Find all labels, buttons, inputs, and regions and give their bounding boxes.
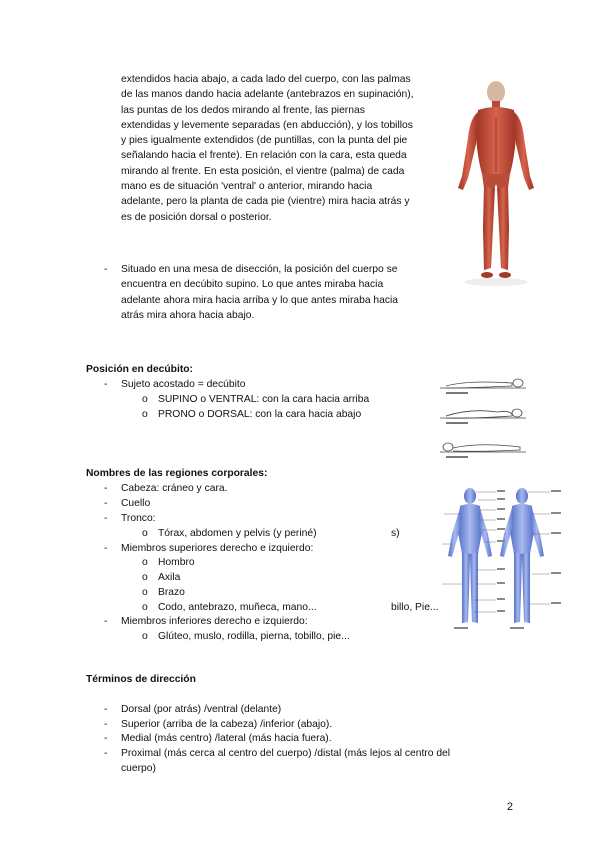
bullet-dash: - bbox=[104, 498, 108, 509]
page-number: 2 bbox=[506, 801, 513, 813]
dissection-line: Situado en una mesa de disección, la posición del cuerpo se bbox=[121, 264, 398, 275]
superior-sub-item: Codo, antebrazo, muñeca, mano... bbox=[158, 602, 317, 613]
intro-line: mano es de situación 'ventral' o anterior, mirando hacia bbox=[121, 181, 373, 193]
inferior-sub-item: Glúteo, muslo, rodilla, pierna, tobillo, pie... bbox=[158, 631, 350, 642]
bullet-dash: - bbox=[104, 264, 108, 275]
region-item: Miembros superiores derecho e izquierdo: bbox=[121, 543, 314, 554]
direccion-heading: Términos de dirección bbox=[86, 674, 196, 685]
sub-bullet-marker: o bbox=[142, 602, 148, 613]
bullet-dash: - bbox=[104, 719, 108, 730]
superior-sub-item: Axila bbox=[158, 572, 181, 583]
bullet-dash: - bbox=[104, 733, 108, 744]
intro-line: las puntas de los dedos mirando al frente, las piernas bbox=[121, 104, 365, 116]
sub-bullet-marker: o bbox=[142, 557, 148, 568]
bullet-dash: - bbox=[104, 483, 108, 494]
bullet-dash: - bbox=[104, 379, 108, 390]
bullet-dash: - bbox=[104, 616, 108, 627]
sub-bullet-marker: o bbox=[142, 587, 148, 598]
direccion-item: Superior (arriba de la cabeza) /inferior (abajo). bbox=[121, 719, 333, 730]
dissection-line: atrás mira ahora hacia abajo. bbox=[121, 309, 255, 321]
direccion-item: Dorsal (por atrás) /ventral (delante) bbox=[121, 704, 282, 715]
decubito-item: Sujeto acostado = decúbito bbox=[121, 379, 246, 390]
bullet-dash: - bbox=[104, 543, 108, 554]
direccion-item-continuation: cuerpo) bbox=[121, 763, 156, 774]
dissection-paragraph bbox=[121, 262, 441, 323]
text-fragment: s) bbox=[391, 528, 400, 539]
body-regions-image bbox=[440, 484, 564, 632]
region-item: Tronco: bbox=[121, 513, 156, 524]
sub-bullet-marker: o bbox=[142, 631, 148, 642]
superior-sub-item: Hombro bbox=[158, 557, 195, 568]
decubito-figures-image bbox=[438, 372, 528, 460]
sub-bullet-marker: o bbox=[142, 409, 148, 420]
intro-line: extendidos hacia abajo, a cada lado del cuerpo, con las palmas bbox=[121, 74, 411, 85]
dissection-line: adelante ahora mira hacia arriba y lo que antes miraba hacia bbox=[121, 294, 399, 306]
intro-line: mirando al frente. En esta posición, el vientre (palma) de cada bbox=[121, 165, 405, 177]
direccion-item: Proximal (más cerca al centro del cuerpo) /distal (más lejos al centro del bbox=[121, 748, 451, 759]
intro-line: extendidas y levemente separadas (en abducción), y los tobillos bbox=[121, 119, 413, 131]
tronco-sub-item: Tórax, abdomen y pelvis (y periné) bbox=[158, 528, 317, 539]
sub-bullet-marker: o bbox=[142, 572, 148, 583]
bullet-dash: - bbox=[104, 513, 108, 524]
bullet-dash: - bbox=[104, 748, 108, 759]
intro-line: y pies igualmente extendidos (de puntillas, con la punta del pie bbox=[121, 135, 408, 147]
prono-item: PRONO o DORSAL: con la cara hacia abajo bbox=[158, 409, 362, 420]
dissection-line: encuentra en decúbito supino. Lo que antes miraba hacia bbox=[121, 279, 384, 291]
intro-paragraph bbox=[121, 72, 439, 225]
direccion-item: Medial (más centro) /lateral (más hacia fuera). bbox=[121, 733, 332, 744]
intro-line: señalando hacia el frente). En relación con la cara, esta queda bbox=[121, 150, 407, 162]
intro-line: adelante, pero la planta de cada pie (vientre) mira hacia atrás y bbox=[121, 196, 410, 208]
sub-bullet-marker: o bbox=[142, 394, 148, 405]
region-item: Miembros inferiores derecho e izquierdo: bbox=[121, 616, 308, 627]
intro-line: de las manos dando hacia adelante (antebrazos en supinación), bbox=[121, 89, 414, 101]
intro-line: es de posición dorsal o posterior. bbox=[121, 211, 272, 223]
region-item: Cabeza: cráneo y cara. bbox=[121, 483, 228, 494]
regiones-heading: Nombres de las regiones corporales: bbox=[86, 468, 268, 479]
region-item: Cuello bbox=[121, 498, 151, 509]
sub-bullet-marker: o bbox=[142, 528, 148, 539]
bullet-dash: - bbox=[104, 704, 108, 715]
muscular-body-image bbox=[448, 78, 544, 288]
superior-sub-item: Brazo bbox=[158, 587, 185, 598]
supino-item: SUPINO o VENTRAL: con la cara hacia arriba bbox=[158, 394, 370, 405]
decubito-heading: Posición en decúbito: bbox=[86, 364, 193, 375]
text-fragment: billo, Pie... bbox=[391, 602, 439, 613]
